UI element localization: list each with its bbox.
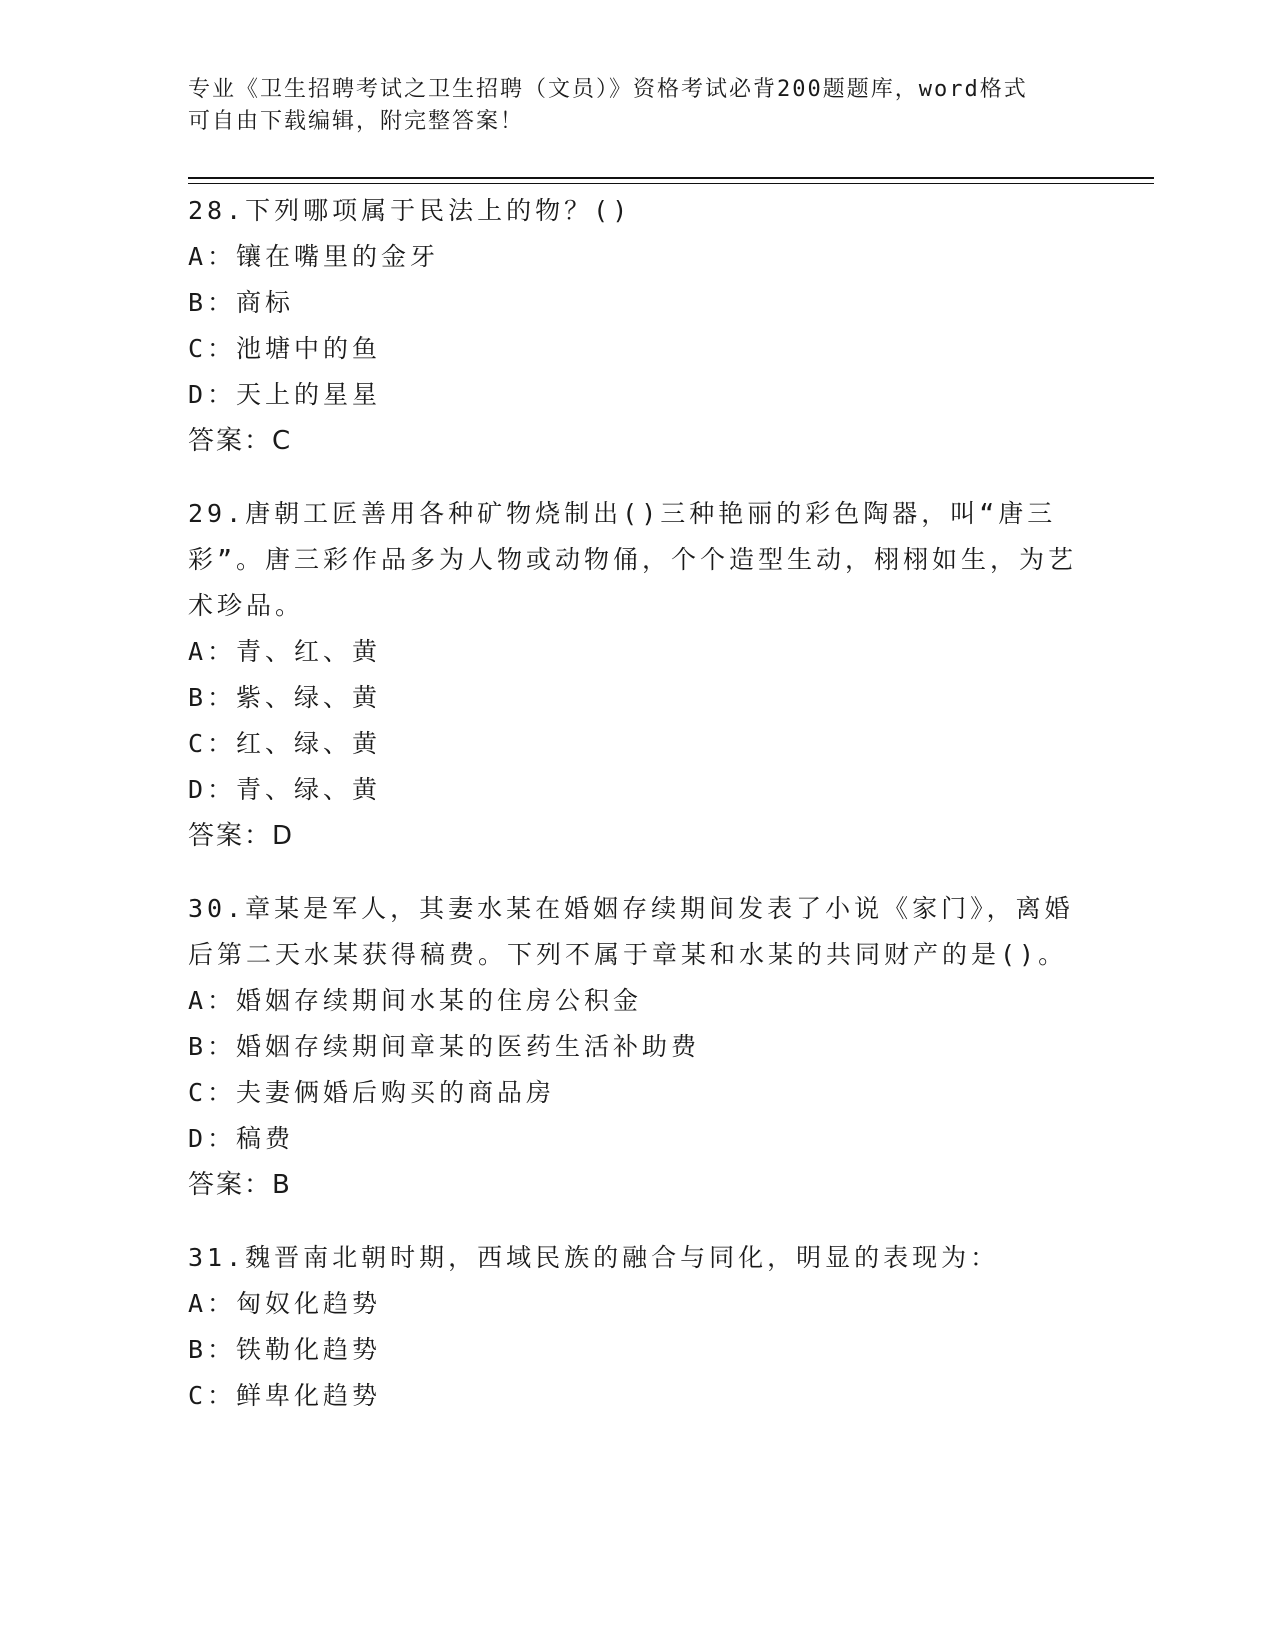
document-header — [188, 74, 1088, 138]
question-30 — [188, 886, 1088, 1208]
option-a: A：青、红、黄 — [188, 637, 382, 666]
option-a: A：婚姻存续期间水某的住房公积金 — [188, 986, 643, 1015]
header-divider-thin — [188, 183, 1154, 184]
answer-label: 答案：C — [188, 426, 293, 456]
option-d: D：天上的星星 — [188, 380, 382, 409]
option-b: B：铁勒化趋势 — [188, 1335, 382, 1364]
question-28 — [188, 188, 1088, 464]
question-text: 28.下列哪项属于民法上的物？() — [188, 196, 632, 225]
option-a: A：匈奴化趋势 — [188, 1289, 382, 1318]
option-c: C：红、绿、黄 — [188, 729, 382, 758]
question-list — [188, 188, 1088, 1446]
question-29 — [188, 491, 1088, 859]
question-text: 29.唐朝工匠善用各种矿物烧制出()三种艳丽的彩色陶器，叫“唐三彩”。唐三彩作品多为人物或动物俑，个个造型生动，栩栩如生，为艺术珍品。 — [188, 499, 1078, 620]
option-a: A：镶在嘴里的金牙 — [188, 242, 440, 271]
option-b: B：紫、绿、黄 — [188, 683, 382, 712]
option-c: C：鲜卑化趋势 — [188, 1381, 382, 1410]
option-b: B：婚姻存续期间章某的医药生活补助费 — [188, 1032, 701, 1061]
question-text: 31.魏晋南北朝时期，西域民族的融合与同化，明显的表现为： — [188, 1243, 1000, 1272]
question-31 — [188, 1235, 1088, 1419]
option-b: B：商标 — [188, 288, 295, 317]
option-c: C：池塘中的鱼 — [188, 334, 382, 363]
option-d: D：稿费 — [188, 1124, 295, 1153]
header-divider-thick — [188, 177, 1154, 179]
header-line-1: 专业《卫生招聘考试之卫生招聘（文员）》资格考试必背200题题库，word格式 — [188, 77, 1028, 102]
answer-label: 答案：D — [188, 821, 295, 851]
option-d: D：青、绿、黄 — [188, 775, 382, 804]
option-c: C：夫妻俩婚后购买的商品房 — [188, 1078, 556, 1107]
header-line-2: 可自由下载编辑，附完整答案！ — [188, 109, 525, 134]
answer-label: 答案：B — [188, 1170, 292, 1200]
question-text: 30.章某是军人，其妻水某在婚姻存续期间发表了小说《家门》，离婚后第二天水某获得稿费。下列不属于章某和水某的共同财产的是()。 — [188, 894, 1074, 969]
